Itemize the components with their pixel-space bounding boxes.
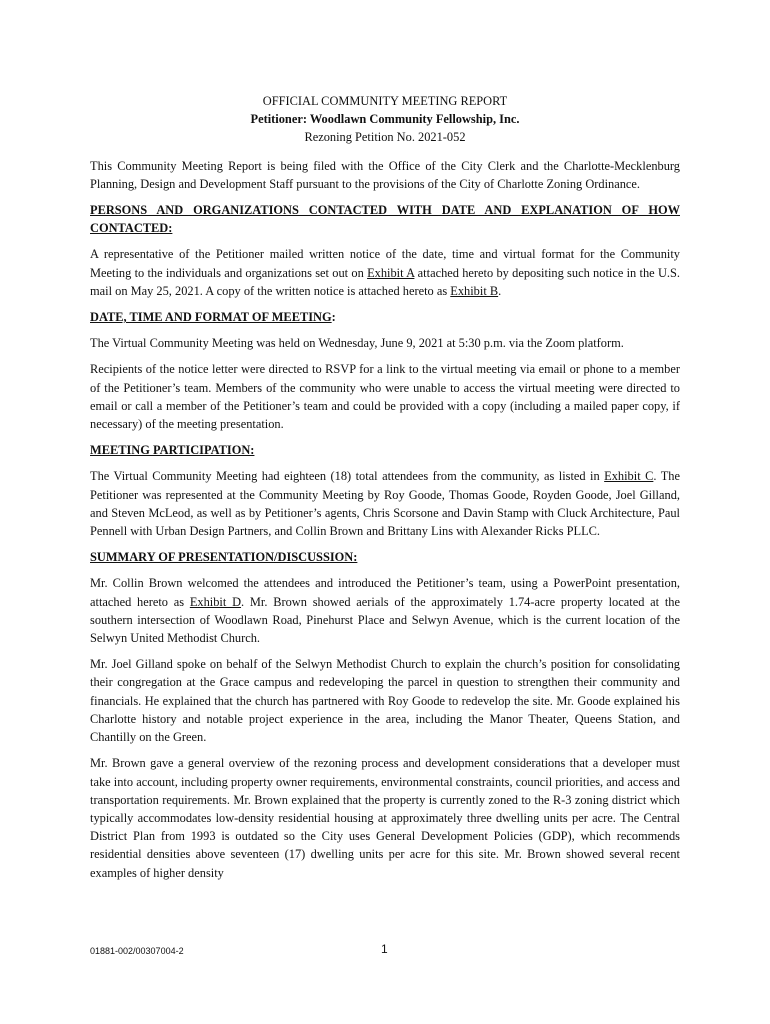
report-title: OFFICIAL COMMUNITY MEETING REPORT xyxy=(262,94,508,108)
summary-paragraph-2: Mr. Joel Gilland spoke on behalf of the Selwyn Methodist Church to explain the church’s position for consolidating their congregation at the Grace campus and redeveloping the parcel in question to strengthen their community and financials. He explained that the church has partnered with Roy Goode to redevelop the site. Mr. Goode explained his Charlotte history and notable project experience in the area, including the Manor Theater, Queens Station, and Chantilly on the Green. xyxy=(90,657,680,745)
page-number: 1 xyxy=(381,942,388,956)
summary-text-b: . Mr. Brown showed aerials of the approximately 1.74-acre property located at the southern intersection of Woodlawn Road, Pinehurst Place and Selwyn Avenue, which is the current location of the Selwyn United Methodist Church. xyxy=(90,594,680,646)
document-id: 01881-002/00307004-2 xyxy=(90,946,184,956)
summary-paragraph-3: Mr. Brown gave a general overview of the rezoning process and development considerations that a developer must take into account, including property owner requirements, environmental constraints, council priorities, and access and transportation requirements. Mr. Brown explained that the property is currently zoned to the R-3 zoning district which typically accommodates low-density residential housing at approximately three dwelling units per acre. The Central District Plan from 1993 is outdated so the City uses General Development Policies (GDP), which recommends residential densities above seventeen (17) dwelling units per acre for this site. Mr. Brown showed several recent examples of higher density xyxy=(90,756,680,880)
participation-text-a: The Virtual Community Meeting had eighteen (18) total attendees from the community, as listed in xyxy=(90,469,605,484)
exhibit-d-ref: Exhibit D xyxy=(189,594,242,609)
participation-text-b: . The Petitioner was represented at the Community Meeting by Roy Goode, Thomas Goode, Royden Goode, Joel Gilland, and Steven McLeod, as well as by Petitioner’s agents, Chris Scorsone and Davin Stamp with Cluck Architecture, Paul Pennell with Urban Design Partners, and Collin Brown and Brittany Lins with Alexander Ricks PLLC. xyxy=(90,469,680,539)
petition-number: Rezoning Petition No. 2021-052 xyxy=(304,130,466,145)
participation-paragraph xyxy=(90,467,680,540)
date-time-paragraph-1: The Virtual Community Meeting was held on Wednesday, June 9, 2021 at 5:30 p.m. via the Zoom platform. xyxy=(90,336,624,351)
participation-heading: MEETING PARTICIPATION: xyxy=(90,443,255,458)
date-time-paragraph-2: Recipients of the notice letter were directed to RSVP for a link to the virtual meeting via email or phone to a member of the Petitioner’s team. Members of the community who were unable to access the virtual meeting were directed to email or call a member of the Petitioner’s team and could be provided with a copy (including a mailed paper copy, if necessary) of the meeting presentation. xyxy=(90,362,680,432)
exhibit-c-ref: Exhibit C xyxy=(604,469,654,484)
summary-text-a: Mr. Collin Brown welcomed the attendees and introduced the Petitioner’s team, using a PowerPoint presentation, attached hereto as xyxy=(90,576,680,609)
exhibit-b-ref: Exhibit B xyxy=(450,283,499,298)
exhibit-a-ref: Exhibit A xyxy=(367,265,415,280)
summary-heading: SUMMARY OF PRESENTATION/DISCUSSION: xyxy=(90,550,358,565)
petitioner-line: Petitioner: Woodlawn Community Fellowship, Inc. xyxy=(250,112,520,127)
date-time-heading-colon: : xyxy=(331,310,336,325)
summary-paragraph-1 xyxy=(90,574,680,647)
persons-text-a: A representative of the Petitioner mailed written notice of the date, time and virtual format for the Community Meeting to the individuals and organizations set out on xyxy=(90,247,680,280)
date-time-heading xyxy=(90,308,680,326)
persons-paragraph xyxy=(90,245,680,300)
intro-paragraph: This Community Meeting Report is being filed with the Office of the City Clerk and the Charlotte-Mecklenburg Planning, Design and Development Staff pursuant to the provisions of the City of Charlotte Zoning Ordinance. xyxy=(90,158,680,191)
document-body xyxy=(90,92,680,890)
persons-text-b: attached hereto by depositing such notice in the U.S. mail on May 25, 2021. A copy of the written notice is attached hereto as xyxy=(90,265,680,298)
persons-text-c: . xyxy=(498,283,502,298)
persons-heading: PERSONS AND ORGANIZATIONS CONTACTED WITH DATE AND EXPLANATION OF HOW CONTACTED: xyxy=(90,203,680,236)
date-time-heading-text: DATE, TIME AND FORMAT OF MEETING xyxy=(90,310,332,325)
